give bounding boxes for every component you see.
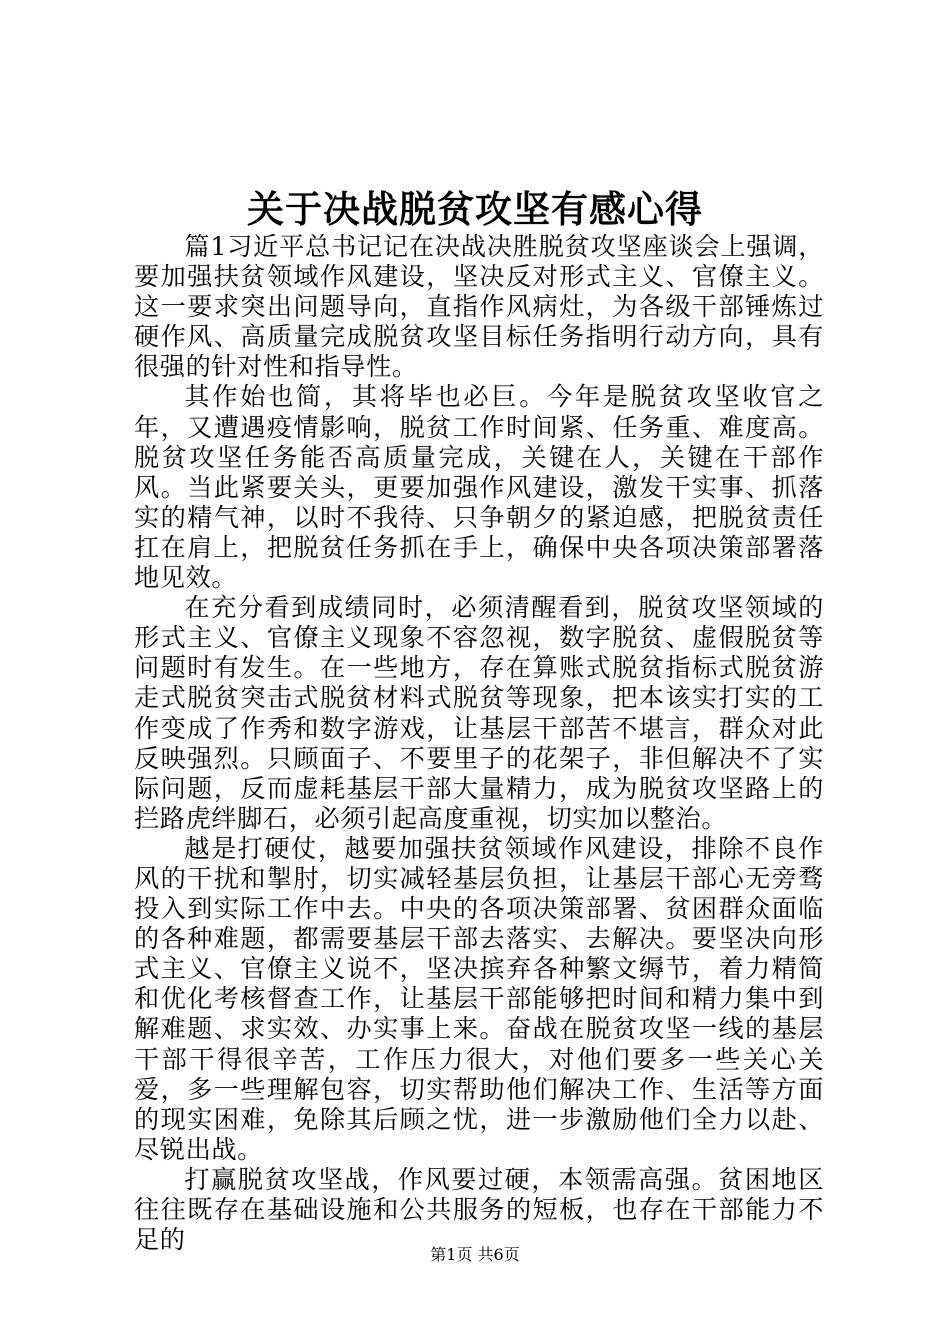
document-body: [134, 232, 824, 1255]
document-title: 关于决战脱贫攻坚有感心得: [247, 187, 703, 231]
page-number-footer: 第1页 共6页: [430, 1245, 520, 1264]
paragraph: 越是打硬仗，越要加强扶贫领域作风建设，排除不良作风的干扰和掣肘，切实减轻基层负担，让基层干部心无旁骛投入到实际工作中去。中央的各项决策部署、贫困群众面临的各种难题，都需要基层干部去落实、去解决。要坚决向形式主义、官僚主义说不，坚决摈弃各种繁文缛节，着力精简和优化考核督查工作，让基层干部能够把时间和精力集中到解难题、求实效、办实事上来。奋战在脱贫攻坚一线的基层干部干得很辛苦，工作压力很大，对他们要多一些关心关爱，多一些理解包容，切实帮助他们解决工作、生活等方面的现实困难，免除其后顾之忧，进一步激励他们全力以赴、尽锐出战。: [134, 833, 824, 1164]
paragraph: 打赢脱贫攻坚战，作风要过硬，本领需高强。贫困地区往往既存在基础设施和公共服务的短板，也存在干部能力不足的: [134, 1164, 824, 1255]
paragraph: 篇1习近平总书记记在决战决胜脱贫攻坚座谈会上强调，要加强扶贫领域作风建设，坚决反对形式主义、官僚主义。这一要求突出问题导向，直指作风病灶，为各级干部锤炼过硬作风、高质量完成脱贫攻坚目标任务指明行动方向，具有很强的针对性和指导性。: [134, 232, 824, 382]
paragraph: 其作始也简，其将毕也必巨。今年是脱贫攻坚收官之年，又遭遇疫情影响，脱贫工作时间紧、任务重、难度高。脱贫攻坚任务能否高质量完成，关键在人，关键在干部作风。当此紧要关头，更要加强作风建设，激发干实事、抓落实的精气神，以时不我待、只争朝夕的紧迫感，把脱贫责任扛在肩上，把脱贫任务抓在手上，确保中央各项决策部署落地见效。: [134, 382, 824, 593]
paragraph: 在充分看到成绩同时，必须清醒看到，脱贫攻坚领域的形式主义、官僚主义现象不容忽视，数字脱贫、虚假脱贫等问题时有发生。在一些地方，存在算账式脱贫指标式脱贫游走式脱贫突击式脱贫材料式脱贫等现象，把本该实打实的工作变成了作秀和数字游戏，让基层干部苦不堪言，群众对此反映强烈。只顾面子、不要里子的花架子，非但解决不了实际问题，反而虚耗基层干部大量精力，成为脱贫攻坚路上的拦路虎绊脚石，必须引起高度重视，切实加以整治。: [134, 593, 824, 833]
